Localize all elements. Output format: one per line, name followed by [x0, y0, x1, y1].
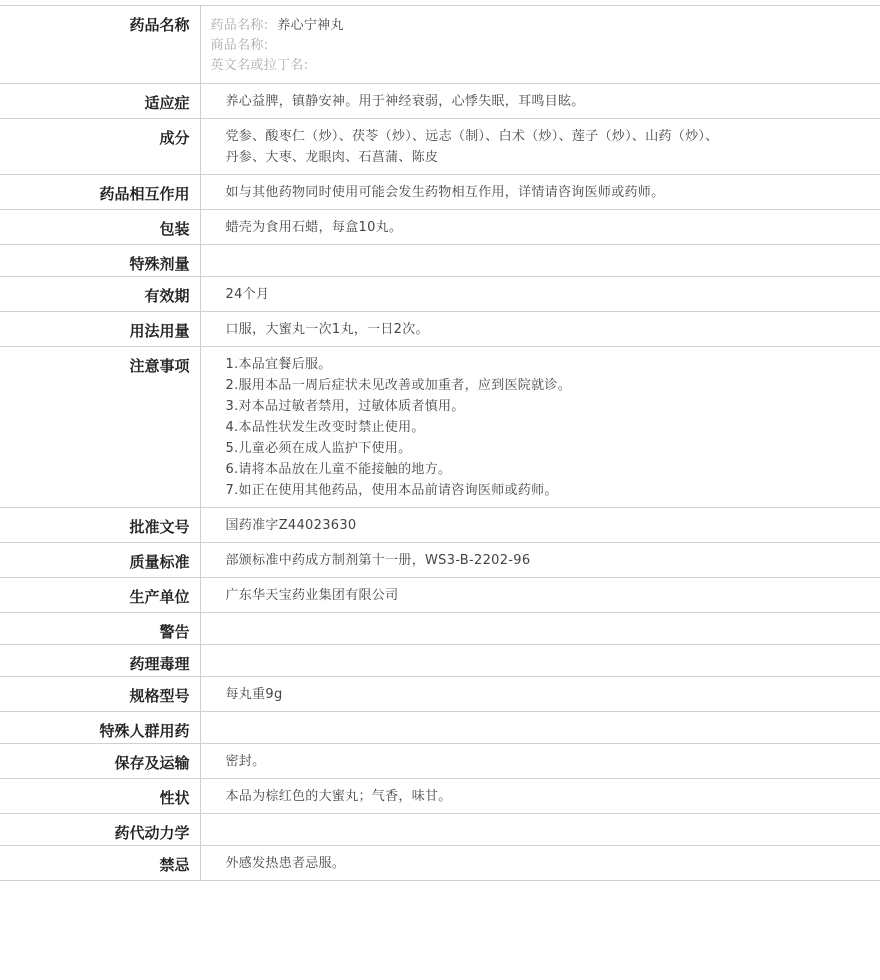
value-line: 蜡壳为食用石蜡，每盒10丸。: [225, 220, 403, 235]
row-label: 药品名称: [0, 6, 200, 84]
row-label: 特殊人群用药: [0, 712, 200, 744]
spec-row: [0, 779, 880, 814]
row-value: [200, 712, 880, 744]
spec-row: [0, 210, 880, 245]
spec-row: [0, 744, 880, 779]
value-line: 2.服用本品一周后症状未见改善或加重者，应到医院就诊。: [225, 378, 572, 393]
drug-name-values: [200, 6, 880, 84]
row-label: 成分: [0, 119, 200, 175]
trade-name-key: 商品名称:: [210, 38, 269, 53]
row-label: 禁忌: [0, 846, 200, 881]
value-line: 5.儿童必须在成人监护下使用。: [225, 441, 412, 456]
spec-row: [0, 347, 880, 508]
spec-row: [0, 677, 880, 712]
value-line: 如与其他药物同时使用可能会发生药物相互作用，详情请咨询医师或药师。: [225, 185, 665, 200]
row-label: 性状: [0, 779, 200, 814]
spec-row: [0, 175, 880, 210]
english-name-line: [211, 56, 880, 76]
trade-name-line: [211, 36, 880, 56]
spec-row: [0, 543, 880, 578]
row-value: [200, 245, 880, 277]
spec-row: [0, 645, 880, 677]
spec-row: [0, 312, 880, 347]
value-line: 1.本品宜餐后服。: [225, 357, 332, 372]
english-name-key: 英文名或拉丁名:: [210, 58, 309, 73]
row-value: [200, 84, 880, 119]
spec-row-drug-name: [0, 6, 880, 84]
spec-table-body: [0, 6, 880, 881]
value-line: 密封。: [225, 754, 266, 769]
spec-row: [0, 277, 880, 312]
generic-name-key: 药品名称:: [210, 18, 269, 33]
row-value: [200, 119, 880, 175]
row-value: [200, 277, 880, 312]
row-label: 保存及运输: [0, 744, 200, 779]
row-value: [200, 677, 880, 712]
row-label: 注意事项: [0, 347, 200, 508]
spec-row: [0, 84, 880, 119]
row-label: 药理毒理: [0, 645, 200, 677]
value-line: 24个月: [225, 287, 270, 302]
row-label: 批准文号: [0, 508, 200, 543]
value-line: 7.如正在使用其他药品，使用本品前请咨询医师或药师。: [225, 483, 558, 498]
row-value: [200, 543, 880, 578]
spec-row: [0, 245, 880, 277]
value-line: 养心益脾，镇静安神。用于神经衰弱，心悸失眠，耳鸣目眩。: [225, 94, 585, 109]
value-line: 3.对本品过敏者禁用，过敏体质者慎用。: [225, 399, 465, 414]
spec-row: [0, 508, 880, 543]
drug-spec-table: [0, 5, 880, 881]
value-line: 广东华天宝药业集团有限公司: [225, 588, 399, 603]
row-value: [200, 814, 880, 846]
spec-row: [0, 578, 880, 613]
spec-row: [0, 846, 880, 881]
row-value: [200, 645, 880, 677]
value-line: 6.请将本品放在儿童不能接触的地方。: [225, 462, 452, 477]
row-value: [200, 508, 880, 543]
value-line: 党参、酸枣仁（炒）、茯苓（炒）、远志（制）、白术（炒）、莲子（炒）、山药（炒）、: [225, 129, 719, 144]
value-line: 国药准字Z44023630: [225, 518, 357, 533]
value-line: 4.本品性状发生改变时禁止使用。: [225, 420, 425, 435]
generic-name-line: [211, 16, 880, 36]
generic-name-value: 养心宁神丸: [277, 18, 344, 33]
row-value: [200, 312, 880, 347]
row-label: 有效期: [0, 277, 200, 312]
row-value: [200, 175, 880, 210]
row-label: 生产单位: [0, 578, 200, 613]
value-line: 每丸重9g: [225, 687, 283, 702]
row-value: [200, 846, 880, 881]
value-line: 外感发热患者忌服。: [225, 856, 346, 871]
row-value: [200, 347, 880, 508]
row-label: 适应症: [0, 84, 200, 119]
spec-row: [0, 814, 880, 846]
value-line: 口服，大蜜丸一次1丸，一日2次。: [225, 322, 429, 337]
value-line: 本品为棕红色的大蜜丸；气香，味甘。: [225, 789, 452, 804]
row-value: [200, 613, 880, 645]
value-line: 丹参、大枣、龙眼肉、石菖蒲、陈皮: [225, 150, 439, 165]
row-value: [200, 779, 880, 814]
spec-row: [0, 613, 880, 645]
row-label: 用法用量: [0, 312, 200, 347]
spec-row: [0, 712, 880, 744]
value-line: 部颁标准中药成方制剂第十一册，WS3-B-2202-96: [225, 553, 531, 568]
row-label: 特殊剂量: [0, 245, 200, 277]
row-label: 规格型号: [0, 677, 200, 712]
row-value: [200, 744, 880, 779]
row-label: 质量标准: [0, 543, 200, 578]
row-label: 警告: [0, 613, 200, 645]
row-value: [200, 578, 880, 613]
row-value: [200, 210, 880, 245]
row-label: 包装: [0, 210, 200, 245]
row-label: 药代动力学: [0, 814, 200, 846]
spec-row: [0, 119, 880, 175]
row-label: 药品相互作用: [0, 175, 200, 210]
